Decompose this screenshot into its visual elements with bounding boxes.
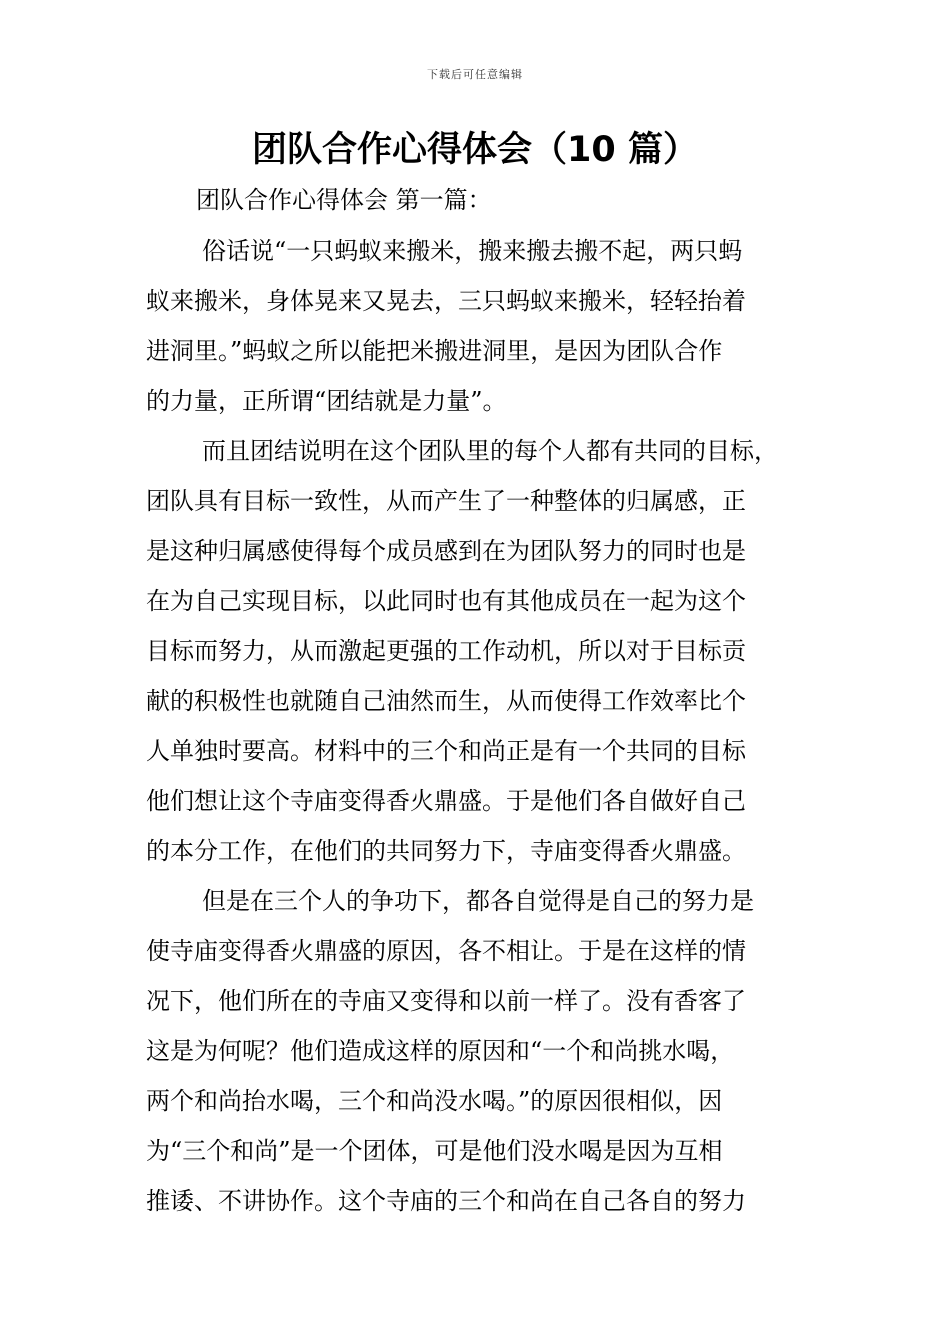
document-body: [146, 226, 826, 1226]
paragraph-line: 而且团结说明在这个团队里的每个人都有共同的目标，: [202, 437, 778, 465]
paragraph-line: 的本分工作，在他们的共同努力下，寺庙变得香火鼎盛。: [146, 837, 746, 865]
paragraph-line: 人单独时要高。材料中的三个和尚正是有一个共同的目标: [146, 737, 746, 765]
header-note: 下载后可任意编辑: [427, 68, 523, 81]
paragraph-line: 使寺庙变得香火鼎盛的原因，各不相让。于是在这样的情: [146, 937, 746, 965]
paragraph-line: 推诿、不讲协作。这个寺庙的三个和尚在自己各自的努力: [146, 1187, 746, 1215]
paragraph-line: 目标而努力，从而激起更强的工作动机，所以对于目标贡: [146, 637, 746, 665]
paragraph-line: 献的积极性也就随自己油然而生，从而使得工作效率比个: [146, 687, 746, 715]
paragraph-line: 这是为何呢？他们造成这样的原因和“一个和尚挑水喝，: [146, 1037, 735, 1065]
paragraph-line: 他们想让这个寺庙变得香火鼎盛。于是他们各自做好自己: [146, 787, 746, 815]
paragraph-line: 是这种归属感使得每个成员感到在为团队努力的同时也是: [146, 537, 746, 565]
paragraph-line: 蚁来搬米，身体晃来又晃去，三只蚂蚁来搬米，轻轻抬着: [146, 287, 746, 315]
paragraph-line: 况下，他们所在的寺庙又变得和以前一样了。没有香客了: [146, 987, 746, 1015]
section-heading: 团队合作心得体会 第一篇：: [196, 186, 492, 214]
paragraph-line: 两个和尚抬水喝，三个和尚没水喝。”的原因很相似，因: [146, 1087, 723, 1115]
paragraph-line: 在为自己实现目标，以此同时也有其他成员在一起为这个: [146, 587, 746, 615]
paragraph-line: 团队具有目标一致性，从而产生了一种整体的归属感，正: [146, 487, 746, 515]
paragraph-line: 俗话说“一只蚂蚁来搬米，搬来搬去搬不起，两只蚂: [202, 237, 743, 265]
paragraph-line: 为“三个和尚”是一个团体，可是他们没水喝是因为互相: [146, 1137, 723, 1165]
paragraph-line: 但是在三个人的争功下，都各自觉得是自己的努力是: [202, 887, 754, 915]
document-title: 团队合作心得体会（10 篇）: [252, 130, 698, 170]
paragraph-line: 的力量，正所谓“团结就是力量”。: [146, 387, 507, 415]
paragraph-line: 进洞里。”蚂蚁之所以能把米搬进洞里，是因为团队合作: [146, 337, 723, 365]
